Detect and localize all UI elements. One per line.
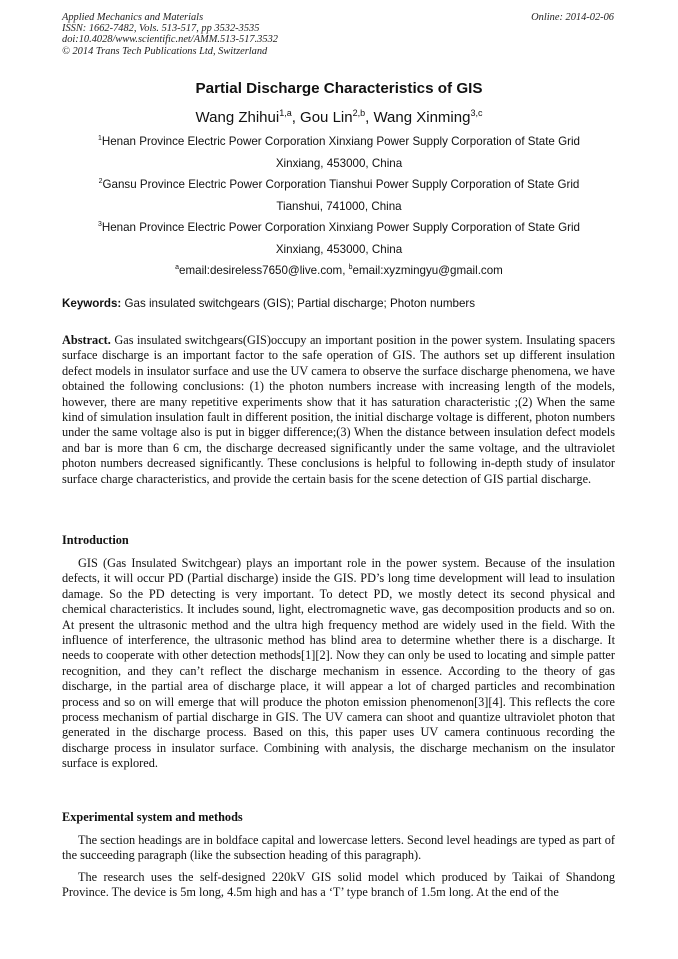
email-sup: a	[175, 264, 180, 272]
affiliation-line: Xinxiang, 453000, China	[275, 242, 403, 256]
section-heading-experimental: Experimental system and methods	[62, 810, 243, 824]
abstract-label: Abstract.	[62, 333, 111, 347]
section-heading-introduction: Introduction	[62, 533, 129, 547]
doi-line: doi:10.4028/www.scientific.net/AMM.513-517.3532	[62, 34, 278, 46]
affiliation-line: Henan Province Electric Power Corporation Xinxiang Power Supply Corporation of State Grid	[101, 135, 581, 148]
affiliation-2	[0, 174, 678, 217]
affiliation-line: Xinxiang, 453000, China	[275, 156, 403, 170]
paragraph: The research uses the self-designed 220kV GIS solid model which produced by Taikai of Shandong Province. The device is 5m long, 4.5m high and has a ‘T’ type branch of 1.5m long. At the end of the	[62, 869, 615, 900]
paper-title: Partial Discharge Characteristics of GIS	[195, 80, 483, 97]
abstract	[62, 333, 615, 487]
affiliation-line: Gansu Province Electric Power Corporation Tianshui Power Supply Corporation of State Grid	[102, 178, 580, 191]
journal-name: Applied Mechanics and Materials	[62, 12, 204, 23]
affiliation-3	[0, 217, 678, 260]
affiliation-sup: 1	[97, 135, 102, 143]
keywords-label: Keywords:	[62, 297, 122, 310]
author-name: Wang Zhihui	[195, 109, 280, 126]
affiliation-sup: 2	[98, 178, 103, 186]
online-date: Online: 2014-02-06	[531, 12, 614, 23]
paragraph: GIS (Gas Insulated Switchgear) plays an important role in the power system. Because of the insulation defects, it will occur PD (Partial discharge) inside the GIS. PD’s long time development will lead to insulation damage. So the PD detecting is very important. To detect PD, we mostly detect its second physical and chemical characteristics. It includes sound, light, electromagnetic wave, gas decomposition products and so on. At present the ultrasonic method and the ultra high frequency method are widely used in the field. With the influence of interference, the ultrasonic method has blind area to determine whether there is a discharge. It needs to cooperate with other detection methods[1][2]. Now they can only be used to locating and simple patter recognition, and they can’t reflect the discharge mechanism in essence. According to the theory of gas discharge, in the partial area of discharge place, it will appear a lot of charged particles and recombination process and so on will emerge that will produce the photon emission phenomenon[3][4]. This reflects the core process mechanism of partial discharge in GIS. The UV camera can shoot and quantize ultraviolet photon that generated in the discharge process. Based on this, this paper uses UV camera continuous recording the discharge process in insulator surface. Combining with analysis, the discharge mechanism on the insulator surface is explored.	[62, 556, 615, 771]
affiliation-1	[0, 131, 678, 174]
email-address[interactable]: email:desireless7650@live.com	[179, 264, 343, 277]
experimental-body	[62, 833, 615, 901]
copyright-line: © 2014 Trans Tech Publications Ltd, Switzerland	[62, 45, 268, 57]
author-name: Gou Lin	[300, 109, 353, 126]
email-line: $^a$email:desireless7650@live.com, $^b$email:xyzmingyu@gmail.com	[175, 264, 503, 277]
keywords	[62, 297, 475, 310]
email-address[interactable]: email:xyzmingyu@gmail.com	[352, 264, 503, 277]
journal-header	[62, 12, 278, 57]
author-list: Wang Zhihui$^{1,a}$, Gou Lin$^{2,b}$, Wang Xinming$^{3,c}$	[195, 108, 483, 126]
affiliation-line: Henan Province Electric Power Corporation Xinxiang Power Supply Corporation of State Grid	[101, 221, 581, 234]
paragraph: The section headings are in boldface capital and lowercase letters. Second level headings are typed as part of the succeeding paragraph (like the subsection heading of this paragraph).	[62, 833, 615, 863]
affiliation-line: Tianshui, 741000, China	[276, 199, 402, 213]
introduction-body	[62, 556, 615, 772]
author-sup: 2,b	[352, 108, 366, 118]
author-name: Wang Xinming	[373, 109, 471, 126]
affiliation-sup: 3	[97, 221, 102, 229]
email-sup: b	[348, 264, 353, 272]
issn-line: ISSN: 1662-7482, Vols. 513-517, pp 3532-3535	[62, 23, 260, 35]
author-sup: 3,c	[470, 108, 483, 118]
author-sup: 1,a	[279, 108, 292, 118]
abstract-text: Gas insulated switchgears(GIS)occupy an important position in the power system. Insulating spacers surface discharge is an important factor to the safe operation of GIS. The authors set up different insulation defect models in insulator surface and use the UV camera to observe the surface discharge phenomena, we have obtained the following conclusions: (1) the photon numbers increase with increasing length of the models, however, there are many repetitive experiments show that it has saturation characteristic ;(2) When the same kind of simulation insulation fault in different position, the initial discharge voltage is different, photon numbers under the same voltage also is put in bigger difference;(3) When the distance between insulation defect models and bar is more than 6 cm, the discharge decreased significantly under the same voltage, and the ultraviolet photon numbers decreased significantly. These conclusions is helpful to following in-depth study of insulator surface charge characteristics, and provide the certain basis for the scene detection of GIS partial discharge.	[62, 333, 615, 486]
keywords-text: Gas insulated switchgears (GIS); Partial discharge; Photon numbers	[121, 297, 476, 310]
